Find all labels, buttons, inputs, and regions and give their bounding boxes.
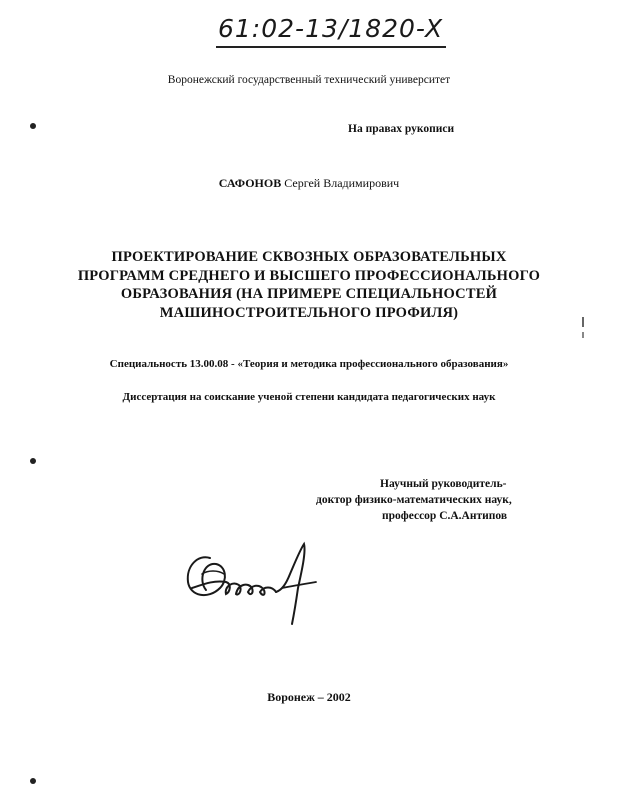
degree-line: Диссертация на соискание ученой степени кандидата педагогических наук	[122, 391, 496, 403]
author-surname: САФОНОВ	[218, 176, 282, 190]
rights-note: На правах рукописи	[348, 123, 455, 135]
scan-artifact-mark	[582, 332, 584, 338]
binding-hole-mark	[30, 778, 36, 784]
handwritten-code-stamp: 61:02-13/1820-X	[218, 14, 444, 43]
advisor-name: профессор С.А.Антипов	[382, 510, 508, 522]
advisor-degree: доктор физико-математических наук,	[316, 494, 512, 506]
dissertation-title	[60, 248, 558, 322]
author-name	[0, 176, 618, 191]
binding-hole-mark	[30, 123, 36, 129]
stamp-underline	[216, 46, 446, 48]
title-line: ПРОГРАММ СРЕДНЕГО И ВЫСШЕГО ПРОФЕССИОНАЛЬНОГО	[77, 267, 541, 284]
specialty-line: Специальность 13.00.08 - «Теория и методика профессионального образования»	[109, 358, 509, 370]
binding-hole-mark	[30, 458, 36, 464]
title-line: ОБРАЗОВАНИЯ (НА ПРИМЕРЕ СПЕЦИАЛЬНОСТЕЙ	[120, 286, 498, 302]
author-given-names: Сергей Владимирович	[284, 176, 400, 190]
title-line: МАШИНОСТРОИТЕЛЬНОГО ПРОФИЛЯ)	[159, 304, 459, 321]
university-name: Воронежский государственный технический университет	[167, 74, 451, 86]
handwritten-signature	[168, 530, 328, 630]
title-line: ПРОЕКТИРОВАНИЕ СКВОЗНЫХ ОБРАЗОВАТЕЛЬНЫХ	[111, 249, 507, 265]
scan-artifact-mark	[582, 317, 584, 327]
city-year: Воронеж – 2002	[267, 690, 351, 704]
advisor-role: Научный руководитель-	[380, 478, 507, 490]
